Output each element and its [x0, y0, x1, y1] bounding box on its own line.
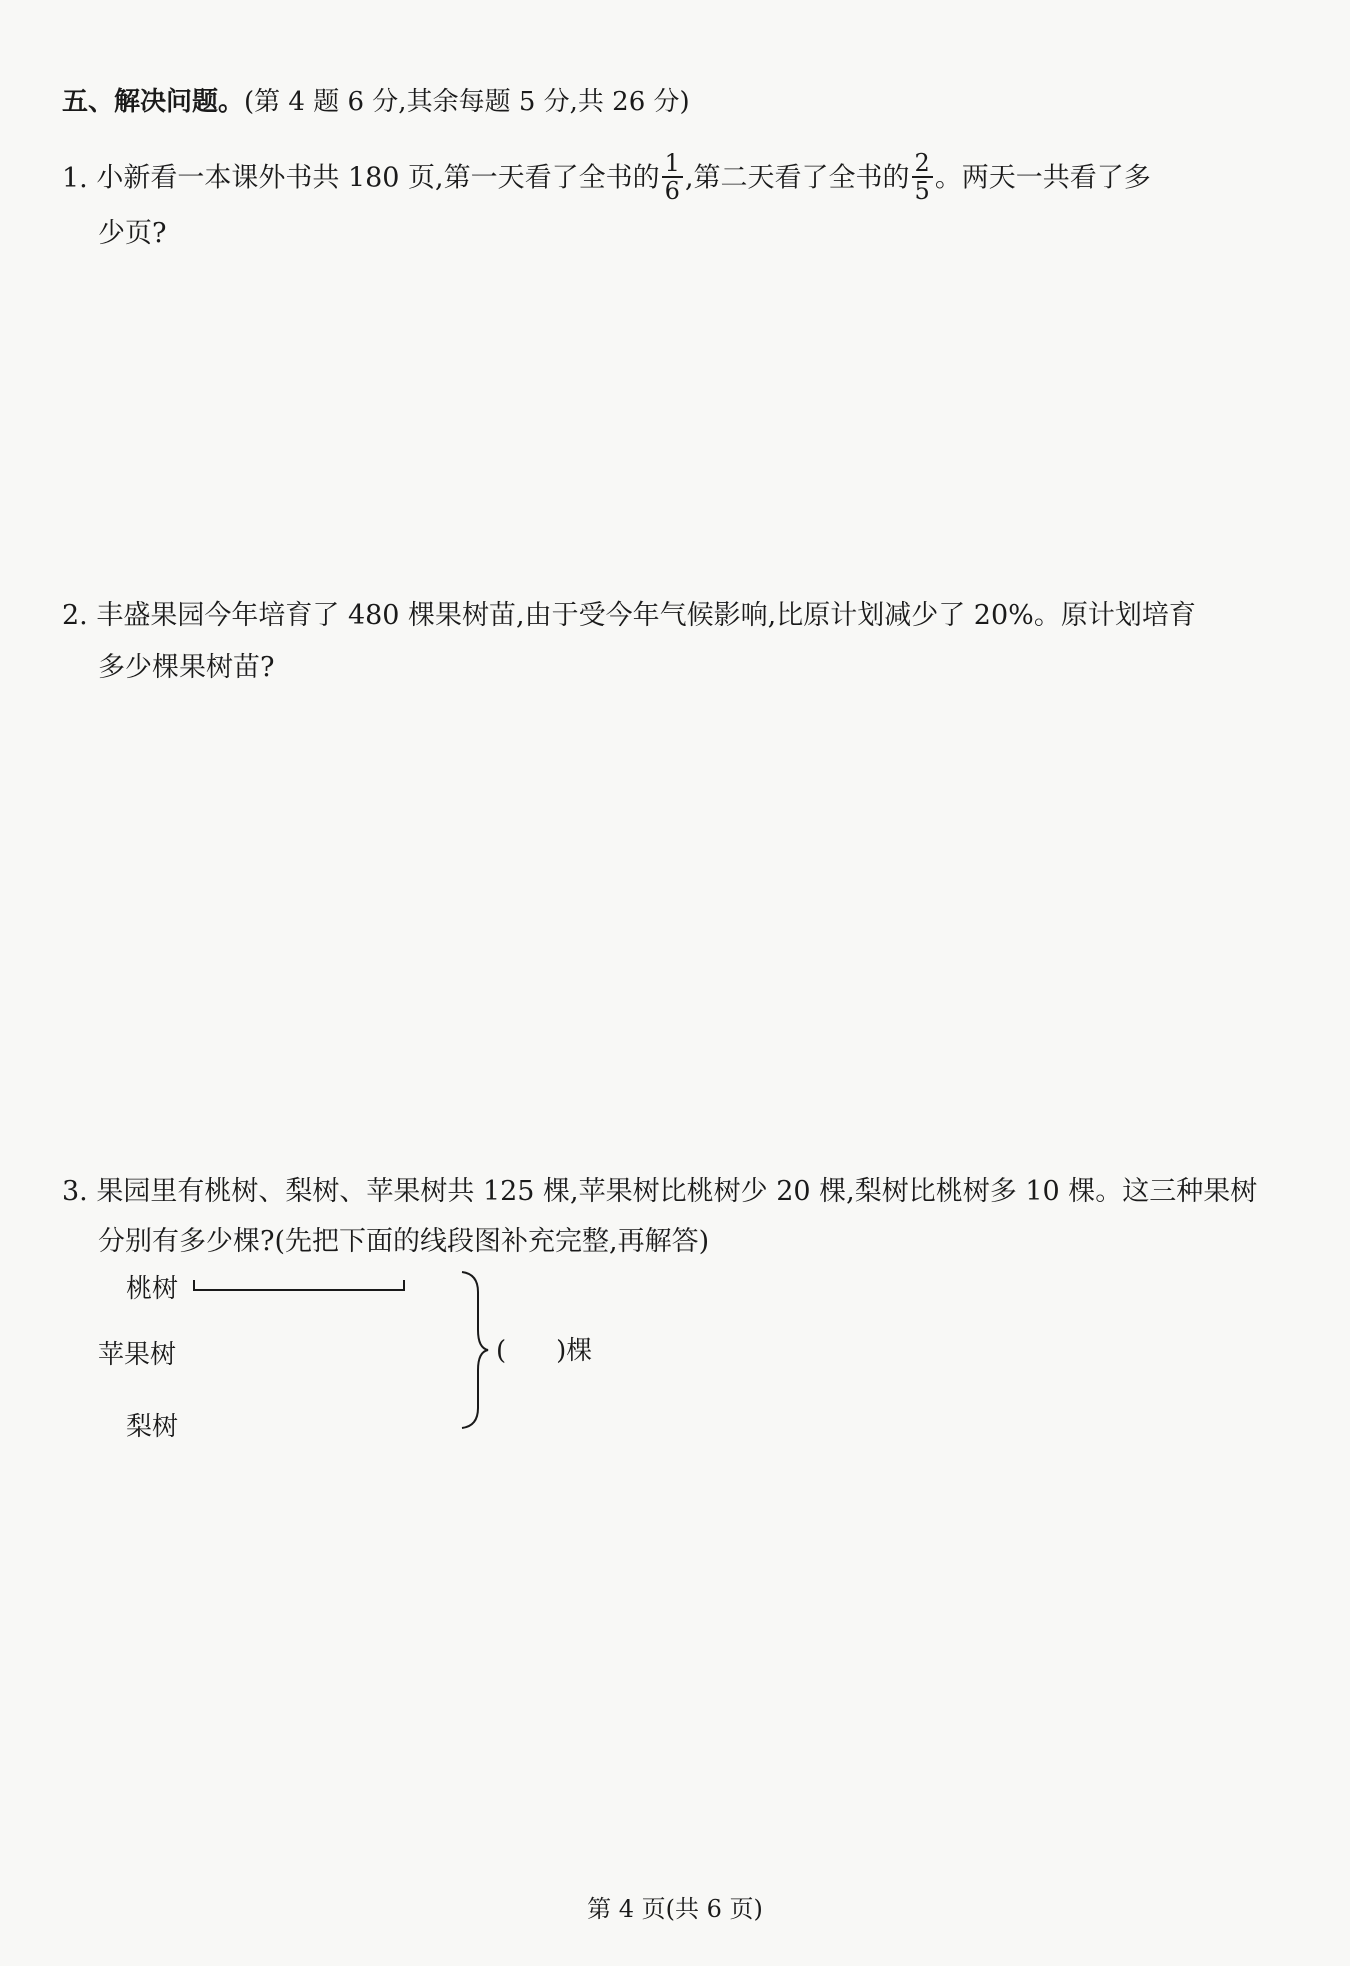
- section-title: 五、解决问题。: [62, 87, 245, 117]
- question-1-text-part-1: 小新看一本课外书共 180 页,第一天看了全书的: [96, 162, 660, 194]
- peach-segment: [194, 1280, 405, 1291]
- question-1-number: 1.: [62, 162, 88, 194]
- total-open-paren: (: [496, 1336, 507, 1366]
- fraction-numerator: 1: [662, 150, 683, 178]
- question-1-line-2: 少页?: [98, 218, 167, 249]
- question-1-text-part-3: 。两天一共看了多: [934, 162, 1151, 194]
- page-number-footer: 第 4 页(共 6 页): [587, 1895, 763, 1923]
- question-2-line-2: 多少棵果树苗?: [98, 652, 275, 683]
- question-2-text: 丰盛果园今年培育了 480 棵果树苗,由于受今年气候影响,比原计划减少了 20%。原计划培育: [96, 600, 1196, 631]
- diagram-label-peach: 桃树: [126, 1274, 179, 1304]
- fraction-numerator: 2: [912, 150, 933, 178]
- total-close-unit: )棵: [556, 1336, 593, 1366]
- total-brace: [462, 1272, 488, 1428]
- section-score-note: (第 4 题 6 分,其余每题 5 分,共 26 分): [244, 87, 690, 117]
- question-3-number: 3.: [62, 1176, 88, 1207]
- question-2-number: 2.: [62, 600, 88, 631]
- diagram-label-apple: 苹果树: [98, 1340, 177, 1370]
- question-1-text-part-2: ,第二天看了全书的: [684, 162, 910, 194]
- diagram-label-pear: 梨树: [126, 1412, 179, 1442]
- question-3-line-2: 分别有多少棵?(先把下面的线段图补充完整,再解答): [98, 1226, 710, 1257]
- total-answer-blank[interactable]: [496, 1334, 592, 1368]
- fraction-denominator: 6: [664, 177, 680, 205]
- question-3-text: 果园里有桃树、梨树、苹果树共 125 棵,苹果树比桃树少 20 棵,梨树比桃树多 10 棵。这三种果树: [96, 1176, 1258, 1207]
- fraction-denominator: 5: [914, 177, 930, 205]
